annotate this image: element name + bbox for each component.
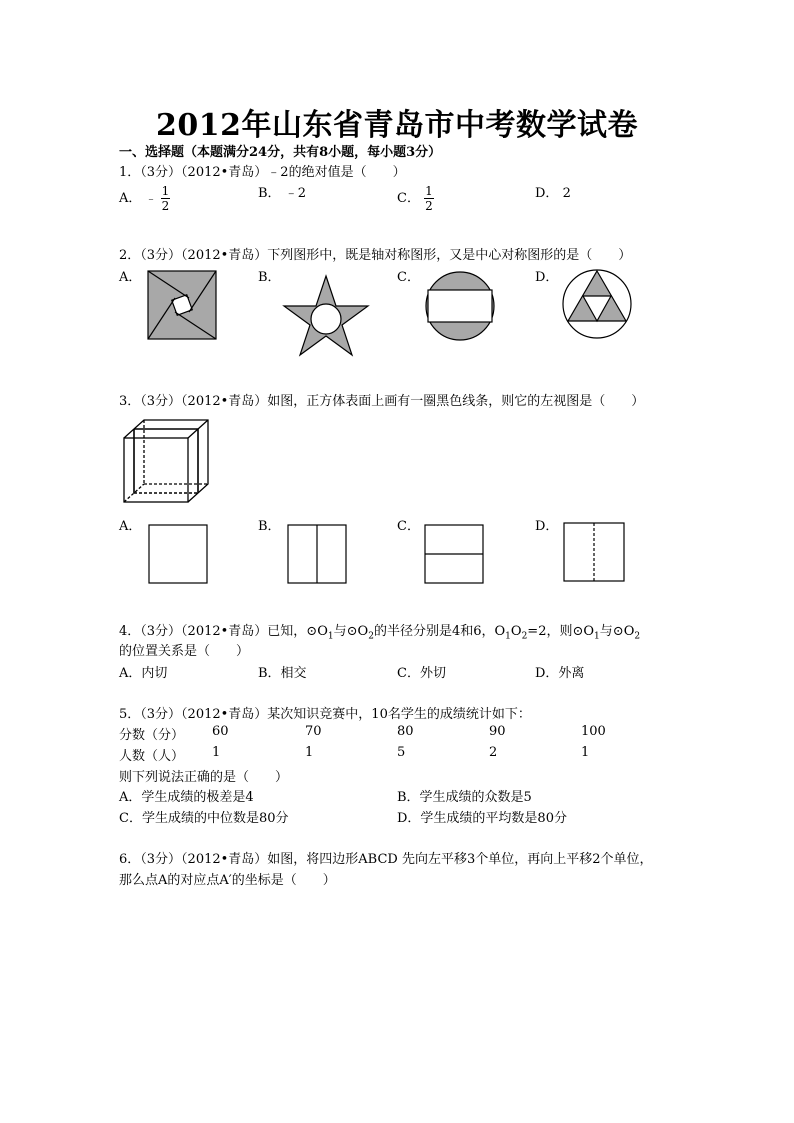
q5-table-row1-cell: 60	[212, 724, 229, 739]
q4-o2b-sub: 2	[521, 631, 528, 642]
q4-with-1: 与	[333, 624, 347, 639]
q5-table-row1-cell: 100	[581, 724, 606, 739]
q3-option-b-label: B．	[258, 519, 281, 534]
q1-option-c-label: C．	[397, 191, 420, 206]
q3-option-d-label: D．	[535, 519, 559, 534]
q2-option-c-label: C．	[397, 270, 420, 285]
q1-option-d-label: D．	[535, 186, 559, 201]
q1-option-b	[258, 182, 306, 201]
q5-option-c: C．学生成绩的中位数是80分	[119, 811, 289, 826]
q4-radius-text: 的半径分别是4和6，	[373, 624, 495, 639]
question-1-stem: 1．（3分）（2012•青岛）﹣2的绝对值是（ ）	[119, 165, 406, 180]
q3-figure-c-horizontal-line	[424, 524, 484, 584]
q4-o1-c: O	[583, 624, 595, 639]
q4-with-2: 与	[599, 624, 613, 639]
q5-table-row2-header: 人数（人）	[119, 749, 185, 764]
q5-table-row1-cell: 90	[489, 724, 506, 739]
q3-figure-b-vertical-line	[287, 524, 347, 584]
q4-o1: O	[317, 624, 328, 639]
q5-table-row1-cell: 80	[397, 724, 414, 739]
q5-table-row2-cell: 1	[581, 745, 590, 760]
q4-o2-sub: 2	[368, 631, 374, 642]
q2-figure-b-star	[283, 274, 369, 356]
q4-eq: =2，则	[527, 624, 573, 639]
q3-figure-d-dashed-line	[563, 522, 625, 582]
q4-option-d: D．外离	[535, 666, 585, 681]
question-4-line-1	[119, 620, 640, 642]
q1-option-b-label: B．	[258, 186, 281, 201]
q1-option-c	[397, 184, 434, 213]
q4-circle-icon-3: ⊙	[572, 624, 584, 639]
q4-o2-c: O	[623, 624, 635, 639]
q1-option-a	[119, 184, 170, 213]
q5-prompt: 则下列说法正确的是（ ）	[119, 770, 289, 785]
q4-circle-icon-4: ⊙	[612, 624, 624, 639]
q4-o2-b: O	[510, 624, 522, 639]
q5-table-row1-header: 分数（分）	[119, 728, 185, 743]
q4-circle-icon-1: ⊙	[306, 624, 318, 639]
q4-o1-sub: 1	[327, 631, 334, 642]
page-title: 2012年山东省青岛市中考数学试卷	[156, 108, 638, 143]
q1-option-a-sign: ﹣	[145, 192, 157, 205]
question-3-stem: 3．（3分）（2012•青岛）如图，正方体表面上画有一圈黑色线条，则它的左视图是（ ）	[119, 394, 645, 409]
q3-option-c-label: C．	[397, 519, 420, 534]
q2-option-b-label: B．	[258, 270, 281, 285]
q2-figure-a-pinwheel	[147, 270, 217, 340]
q4-option-a: A．内切	[119, 666, 168, 681]
section-heading: 一、选择题（本题满分24分，共有8小题，每小题3分）	[119, 145, 442, 160]
q5-table-row2-cell: 2	[489, 745, 498, 760]
q5-option-d: D．学生成绩的平均数是80分	[397, 811, 567, 826]
q4-o1b-sub: 1	[505, 631, 511, 642]
q2-figure-d-circle-triangles	[561, 268, 633, 340]
q1-option-d-value: 2	[562, 186, 571, 201]
q3-cube-figure	[122, 418, 212, 504]
question-6-line-1: 6．（3分）（2012•青岛）如图，将四边形ABCD 先向左平移3个单位，再向上平移2个单位，	[119, 852, 653, 867]
q1-option-b-value: ﹣2	[284, 186, 306, 201]
q4-option-c: C．外切	[397, 666, 446, 681]
q4-o2: O	[357, 624, 369, 639]
q4-o2c-sub: 2	[634, 631, 641, 642]
q5-table-row2-cell: 1	[212, 745, 221, 760]
q3-figure-a-square	[148, 524, 208, 584]
q3-option-a-label: A．	[119, 519, 142, 534]
q1-c-numerator: 1	[425, 184, 433, 198]
q1-option-d	[535, 182, 571, 201]
question-6-line-2: 那么点A的对应点A′的坐标是（ ）	[119, 873, 336, 888]
q4-o1-b: O	[494, 624, 506, 639]
q5-table-row1-cell: 70	[305, 724, 322, 739]
q4-option-b: B．相交	[258, 666, 307, 681]
q1-option-a-label: A．	[119, 191, 142, 206]
q2-figure-c-circle-rectangle	[424, 270, 496, 342]
question-5-stem: 5．（3分）（2012•青岛）某次知识竞赛中，10名学生的成绩统计如下：	[119, 707, 531, 722]
q2-option-a-label: A．	[119, 270, 142, 285]
q5-option-a: A．学生成绩的极差是4	[119, 790, 254, 805]
q4-o1c-sub: 1	[594, 631, 600, 642]
q5-table-row2-cell: 1	[305, 745, 314, 760]
q1-a-numerator: 1	[161, 184, 170, 198]
q5-option-b: B．学生成绩的众数是5	[397, 790, 532, 805]
q4-circle-icon-2: ⊙	[346, 624, 358, 639]
q2-option-d-label: D．	[535, 270, 559, 285]
q1-a-denominator: 2	[161, 199, 170, 213]
q4-prefix: 4．（3分）（2012•青岛）已知，	[119, 624, 307, 639]
q1-option-a-fraction	[161, 184, 171, 213]
q5-table-row2-cell: 5	[397, 745, 406, 760]
question-4-line-2: 的位置关系是（ ）	[119, 644, 250, 659]
q1-option-c-fraction	[424, 184, 434, 213]
q1-c-denominator: 2	[425, 199, 433, 213]
question-2-stem: 2．（3分）（2012•青岛）下列图形中，既是轴对称图形，又是中心对称图形的是（ ）	[119, 248, 632, 263]
